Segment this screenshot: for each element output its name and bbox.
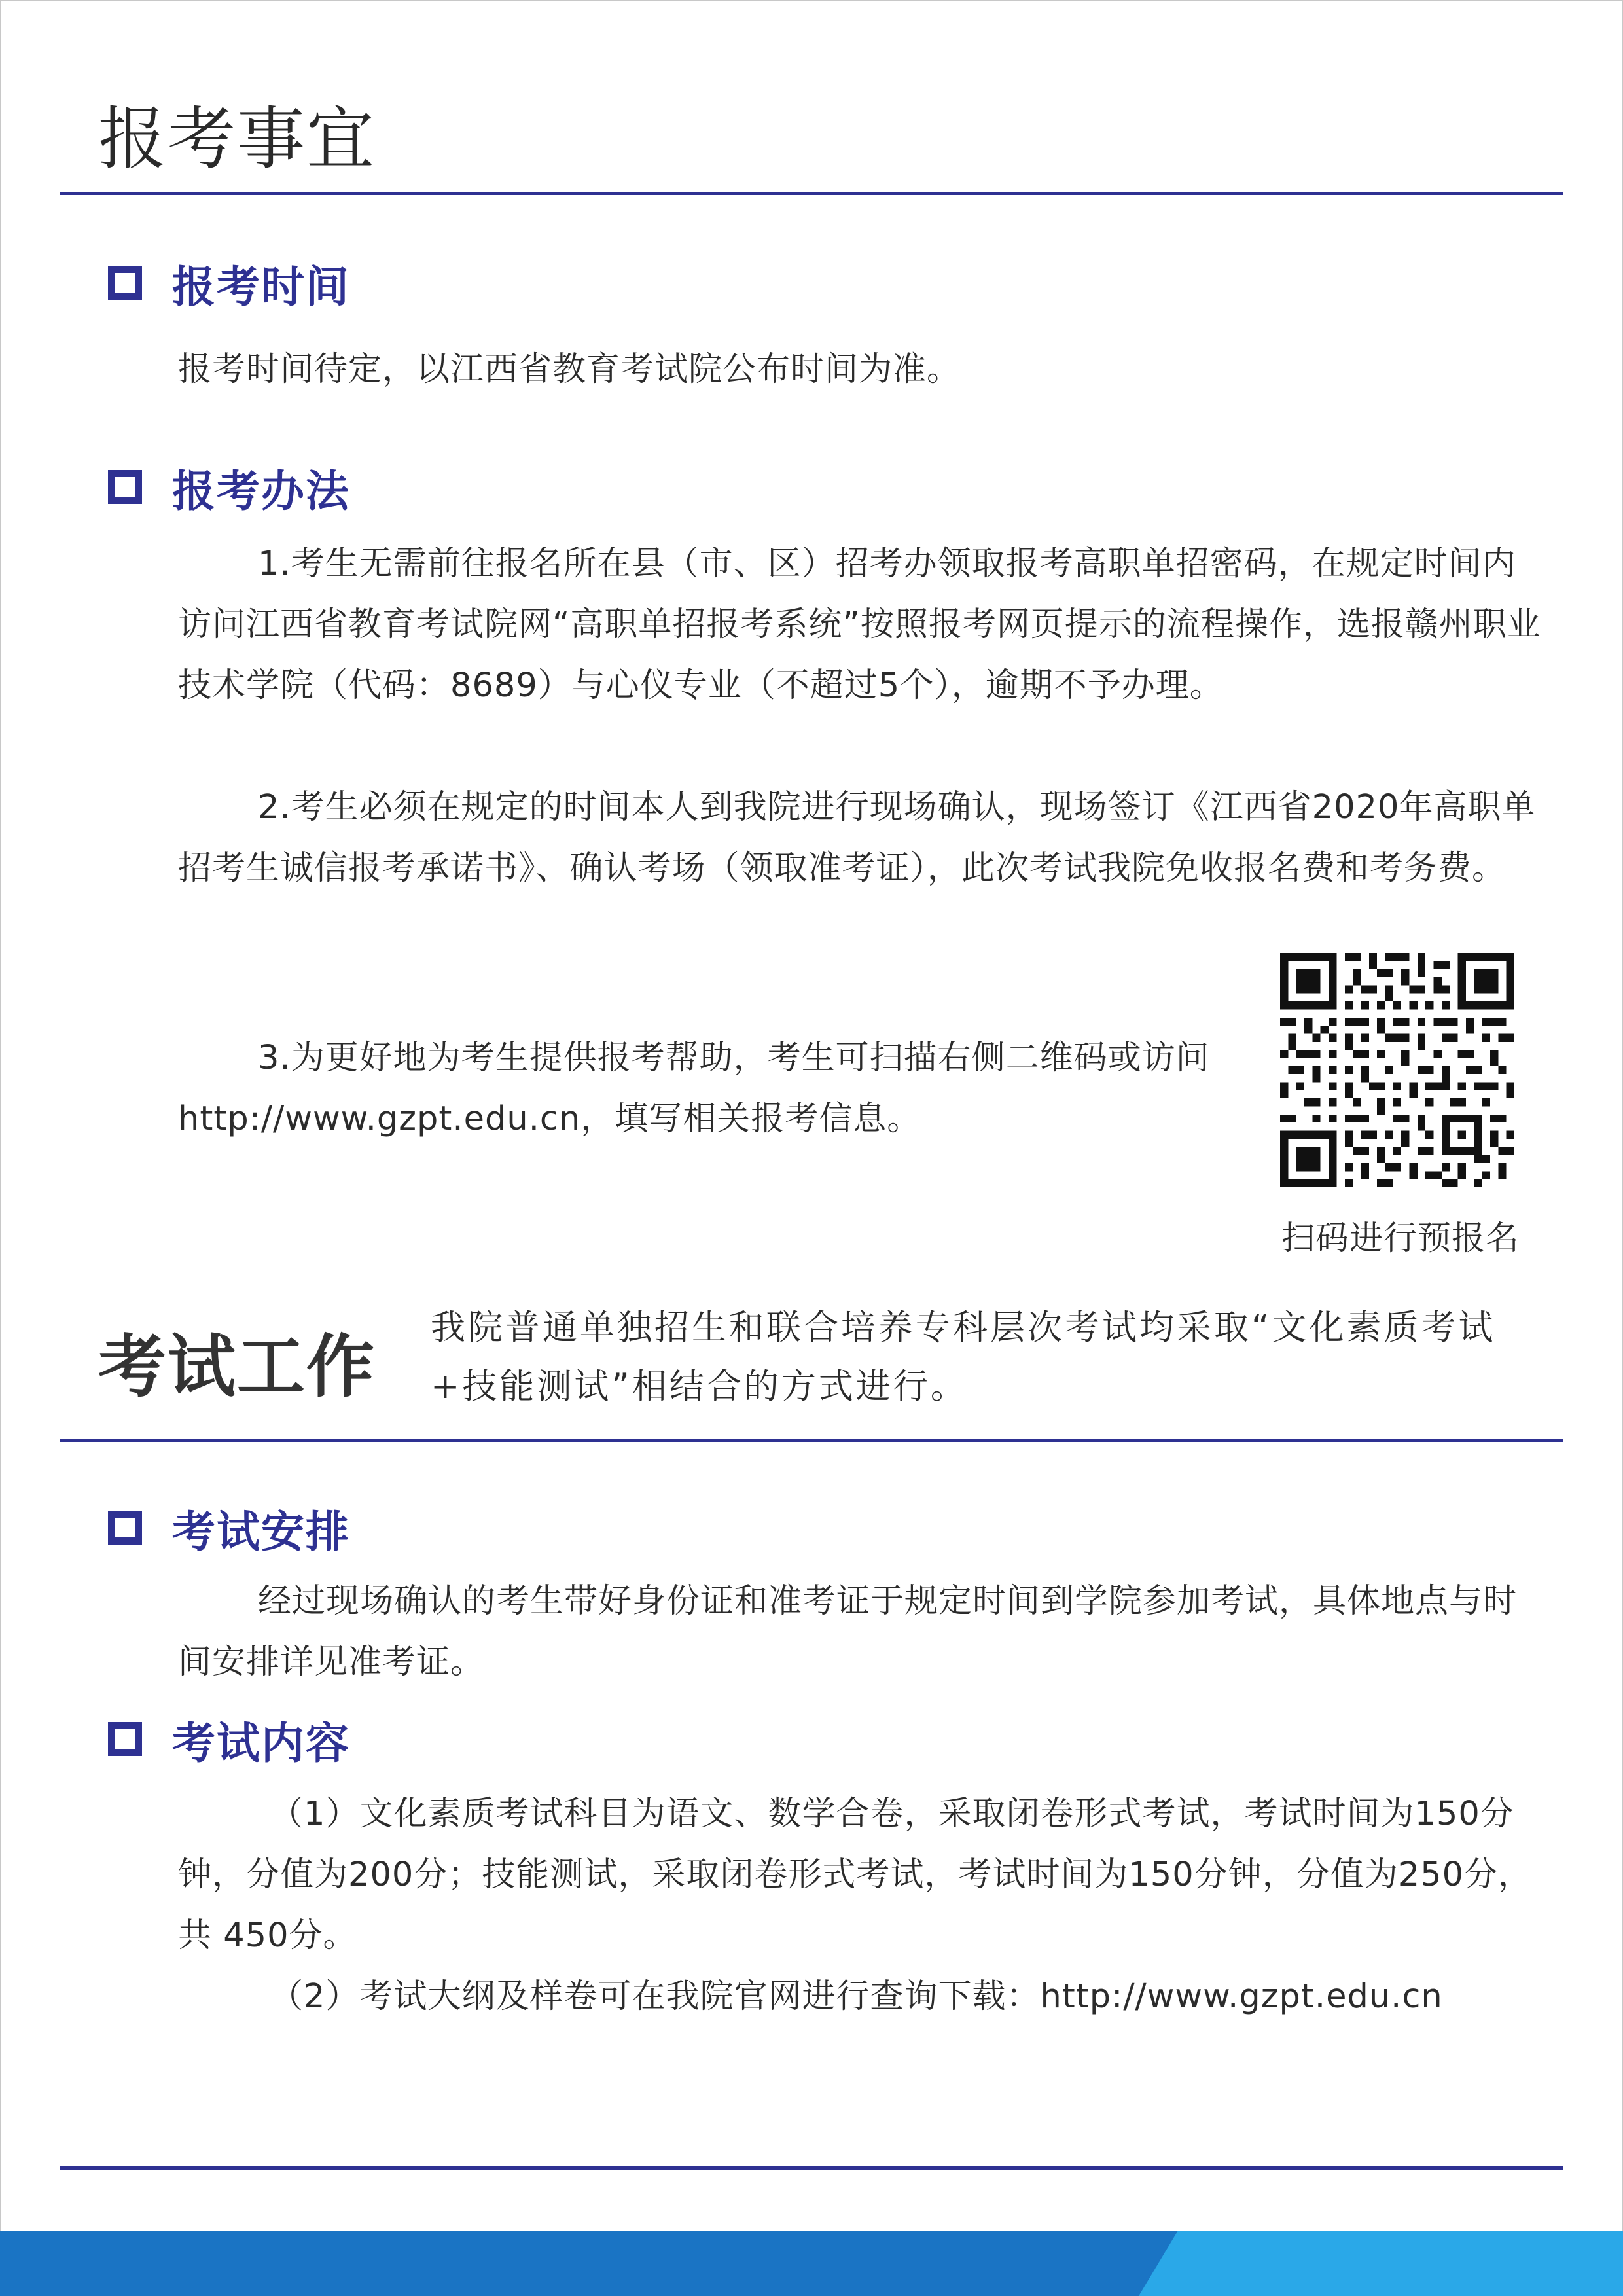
registration-time-text: 报考时间待定，以江西省教育考试院公布时间为准。 xyxy=(178,350,961,389)
bottom-divider xyxy=(60,2166,1563,2170)
method-paragraph-1: 1.考生无需前往报名所在县（市、区）招考办领取报考高职单招密码，在规定时间内访问江西省教育考试院网“高职单招报考系统”按照报考网页提示的流程操作，选报赣州职业技术学院（代码：8689）与心仪专业（不超过5个），逾期不予办理。 xyxy=(178,545,1541,705)
qr-code-icon[interactable] xyxy=(1280,953,1514,1187)
divider xyxy=(60,192,1563,195)
subheading-label: 考试内容 xyxy=(172,1717,350,1768)
subheading-label: 报考办法 xyxy=(172,465,350,516)
section-title-exam: 考试工作 xyxy=(98,1327,376,1407)
exam-arrangement-text: 经过现场确认的考生带好身份证和准考证于规定时间到学院参加考试，具体地点与时间安排详见准考证。 xyxy=(178,1582,1518,1681)
subheading-label: 报考时间 xyxy=(172,261,350,312)
exam-content-paragraph-2: （2）考试大纲及样卷可在我院官网进行查询下载：http://www.gzpt.edu.cn xyxy=(270,1977,1443,2016)
square-bullet-icon xyxy=(108,266,142,300)
subheading-registration-time xyxy=(108,257,350,312)
qr-caption: 扫码进行预报名 xyxy=(1281,1219,1520,1258)
section-title-registration: 报考事宜 xyxy=(98,99,376,179)
method-paragraph-3: 3.为更好地为考生提供报考帮助，考生可扫描右侧二维码或访问http://www.gzpt.edu.cn，填写相关报考信息。 xyxy=(178,1039,1210,1138)
exam-intro-text: 我院普通单独招生和联合培养专科层次考试均采取“文化素质考试+技能测试”相结合的方式进行。 xyxy=(431,1308,1496,1407)
subheading-exam-content xyxy=(108,1713,350,1768)
bottom-color-band xyxy=(0,2231,1623,2296)
divider xyxy=(60,1439,1563,1442)
subheading-registration-method xyxy=(108,461,350,516)
square-bullet-icon xyxy=(108,1511,142,1545)
subheading-label: 考试安排 xyxy=(172,1506,350,1557)
subheading-exam-arrangement xyxy=(108,1501,350,1557)
method-paragraph-2: 2.考生必须在规定的时间本人到我院进行现场确认，现场签订《江西省2020年高职单招考生诚信报考承诺书》、确认考场（领取准考证），此次考试我院免收报名费和考务费。 xyxy=(178,788,1536,888)
exam-content-paragraph-1: （1）文化素质考试科目为语文、数学合卷，采取闭卷形式考试，考试时间为150分钟，分值为200分；技能测试，采取闭卷形式考试，考试时间为150分钟，分值为250分，共 450分。 xyxy=(178,1795,1533,1955)
square-bullet-icon xyxy=(108,1722,142,1756)
square-bullet-icon xyxy=(108,470,142,504)
